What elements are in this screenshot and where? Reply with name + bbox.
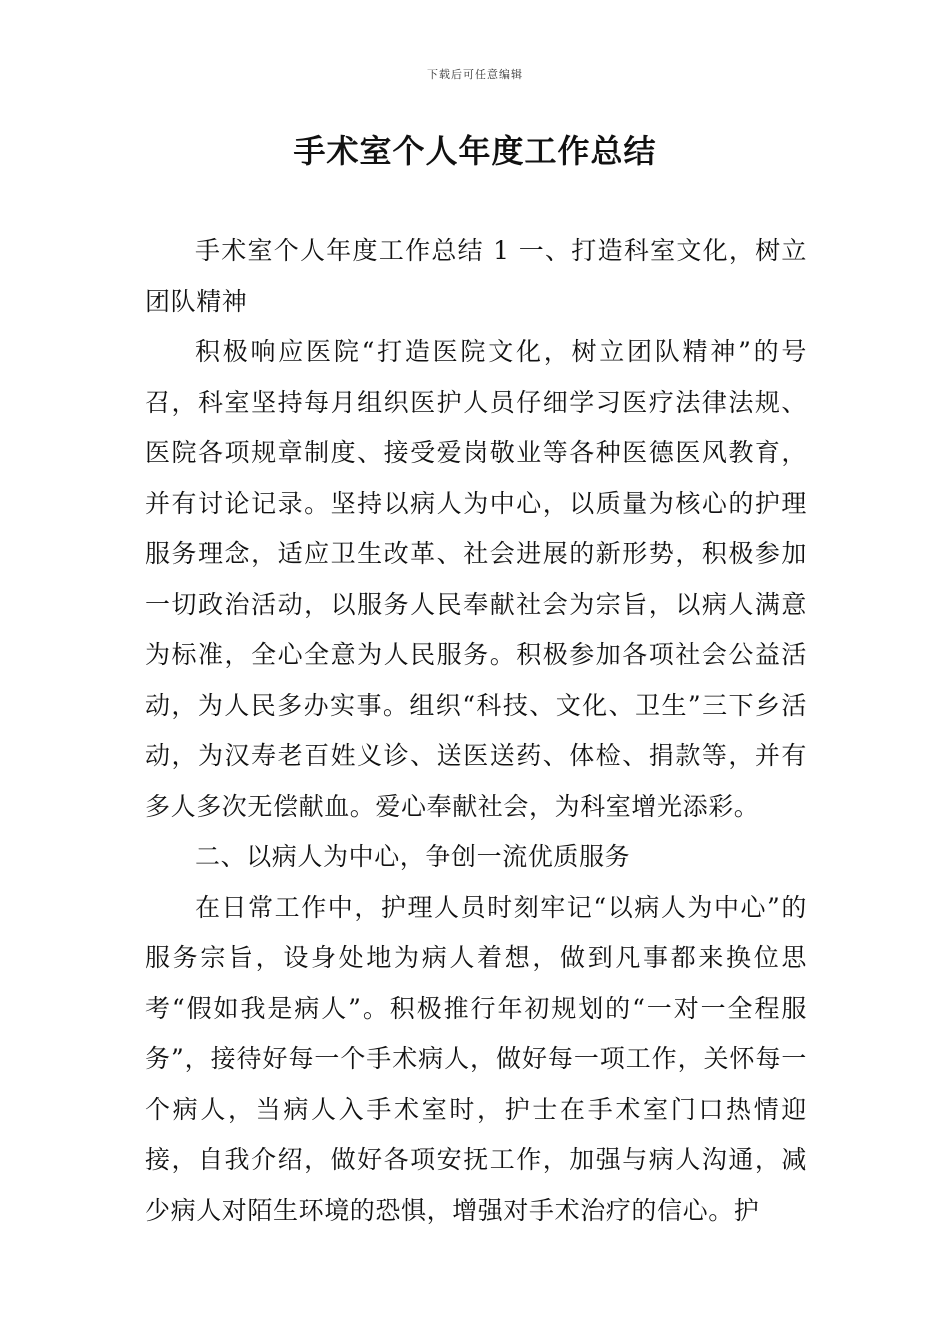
header-note: 下载后可任意编辑 — [427, 68, 523, 81]
paragraph: 手术室个人年度工作总结 1 一、打造科室文化，树立团队精神 — [145, 236, 807, 316]
document-title: 手术室个人年度工作总结 — [293, 132, 657, 170]
paragraph: 在日常工作中，护理人员时刻牢记“以病人为中心”的服务宗旨，设身处地为病人着想，做到凡事都来换位思考“假如我是病人”。积极推行年初规划的“一对一全程服务”，接待好每一个手术病人，做好每一项工作，关怀每一个病人，当病人入手术室时，护士在手术室门口热情迎接，自我介绍，做好各项安抚工作，加强与病人沟通，减少病人对陌生环境的恐惧，增强对手术治疗的信心。护 — [145, 892, 807, 1225]
paragraph: 积极响应医院“打造医院文化，树立团队精神”的号召，科室坚持每月组织医护人员仔细学习医疗法律法规、医院各项规章制度、接受爱岗敬业等各种医德医风教育，并有讨论记录。坚持以病人为中心，以质量为核心的护理服务理念，适应卫生改革、社会进展的新形势，积极参加一切政治活动，以服务人民奉献社会为宗旨，以病人满意为标准，全心全意为人民服务。积极参加各项社会公益活动，为人民多办实事。组织“科技、文化、卫生”三下乡活动，为汉寿老百姓义诊、送医送药、体检、捐款等，并有多人多次无偿献血。爱心奉献社会，为科室增光添彩。 — [145, 337, 807, 821]
document-body — [145, 226, 807, 1236]
section-heading: 二、以病人为中心，争创一流优质服务 — [195, 842, 631, 871]
